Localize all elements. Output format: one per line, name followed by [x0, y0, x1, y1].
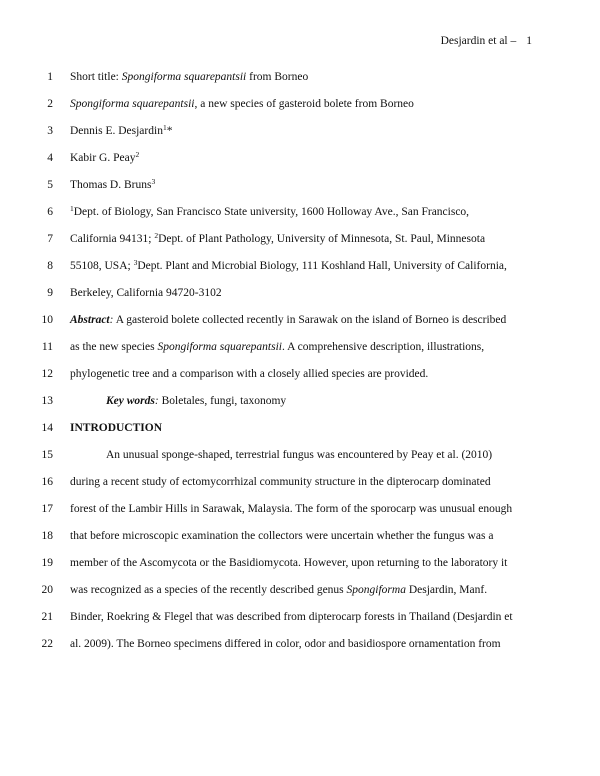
manuscript-line: [0, 503, 600, 518]
line-number: 3: [47, 125, 53, 137]
author: Kabir G. Peay$^2$: [70, 150, 140, 164]
body-text: al. 2009). The Borneo specimens differed in color, odor and basidiospore ornamentation from: [70, 638, 501, 650]
line-number: 22: [41, 638, 53, 650]
body-text: during a recent study of ectomycorrhizal community structure in the dipterocarp dominated: [70, 476, 491, 488]
line-number: 20: [41, 584, 53, 596]
line-number: 18: [41, 530, 53, 542]
body-text: was recognized as a species of the recently described genus Spongiforma Desjardin, Manf.: [70, 584, 488, 596]
line-number: 9: [47, 287, 53, 299]
line-number: 13: [41, 395, 53, 407]
manuscript-line: [0, 179, 600, 194]
author: Dennis E. Desjardin$^1$*: [70, 123, 173, 137]
body-text: forest of the Lambir Hills in Sarawak, Malaysia. The form of the sporocarp was unusual enough: [70, 503, 513, 515]
abstract: Abstract: A gasteroid bolete collected recently in Sarawak on the island of Borneo is described: [70, 314, 507, 326]
running-header: [441, 35, 532, 47]
line-number: 1: [47, 71, 53, 83]
affiliation: $^1$Dept. of Biology, San Francisco State university, 1600 Holloway Ave., San Francisco,: [70, 204, 470, 218]
manuscript-line: [0, 584, 600, 599]
manuscript-line: [0, 152, 600, 167]
manuscript-line: [0, 125, 600, 140]
line-number: 6: [47, 206, 53, 218]
manuscript-line: [0, 341, 600, 356]
body-text: that before microscopic examination the collectors were uncertain whether the fungus was a: [70, 530, 494, 542]
manuscript-line: [0, 206, 600, 221]
manuscript-line: [0, 368, 600, 383]
line-number: 16: [41, 476, 53, 488]
abstract: as the new species Spongiforma squarepantsii. A comprehensive description, illustrations,: [70, 341, 485, 353]
manuscript-line: [0, 530, 600, 545]
manuscript-line: [0, 233, 600, 248]
section-heading: INTRODUCTION: [70, 422, 163, 434]
abstract-label: Abstract: [70, 314, 110, 326]
line-number: 2: [47, 98, 53, 110]
manuscript-line: [0, 71, 600, 86]
running-head: Desjardin et al –: [440, 35, 517, 47]
short-title: Short title: Spongiforma squarepantsii from Borneo: [70, 71, 309, 83]
manuscript-line: [0, 449, 600, 464]
manuscript-line: [0, 395, 600, 410]
author: Thomas D. Bruns$^3$: [70, 177, 156, 191]
line-number: 7: [47, 233, 53, 245]
affiliation: Berkeley, California 94720-3102: [70, 287, 222, 299]
abstract: phylogenetic tree and a comparison with a closely allied species are provided.: [70, 368, 429, 380]
manuscript-line: [0, 476, 600, 491]
affiliation: 55108, USA; $^3$Dept. Plant and Microbial Biology, 111 Koshland Hall, University of California,: [70, 258, 507, 272]
body-text: member of the Ascomycota or the Basidiomycota. However, upon returning to the laboratory it: [70, 557, 508, 569]
page-number: 1: [526, 35, 532, 47]
affiliation: California 94131; $^2$Dept. of Plant Pathology, University of Minnesota, St. Paul, Minnesota: [70, 231, 486, 245]
line-number: 10: [41, 314, 53, 326]
line-number: 21: [41, 611, 53, 623]
keywords: Key words: Boletales, fungi, taxonomy: [106, 395, 287, 407]
manuscript-line: [0, 611, 600, 626]
paper-title: Spongiforma squarepantsii, a new species of gasteroid bolete from Borneo: [70, 98, 414, 110]
body-text: An unusual sponge-shaped, terrestrial fungus was encountered by Peay et al. (2010): [106, 449, 493, 461]
line-number: 12: [41, 368, 53, 380]
manuscript-line: [0, 287, 600, 302]
keywords-label: Key words: [106, 395, 155, 407]
line-number: 5: [47, 179, 53, 191]
manuscript-line: [0, 98, 600, 113]
line-number: 14: [41, 422, 53, 434]
line-number: 17: [41, 503, 53, 515]
line-number: 8: [47, 260, 53, 272]
line-number: 4: [47, 152, 53, 164]
manuscript-line: [0, 638, 600, 653]
manuscript-line: [0, 422, 600, 437]
manuscript-line: [0, 557, 600, 572]
manuscript-line: [0, 260, 600, 275]
manuscript-line: [0, 314, 600, 329]
line-number: 11: [41, 341, 53, 353]
line-number: 19: [41, 557, 53, 569]
line-number: 15: [41, 449, 53, 461]
body-text: Binder, Roekring & Flegel that was described from dipterocarp forests in Thailand (Desjardin et: [70, 611, 513, 623]
